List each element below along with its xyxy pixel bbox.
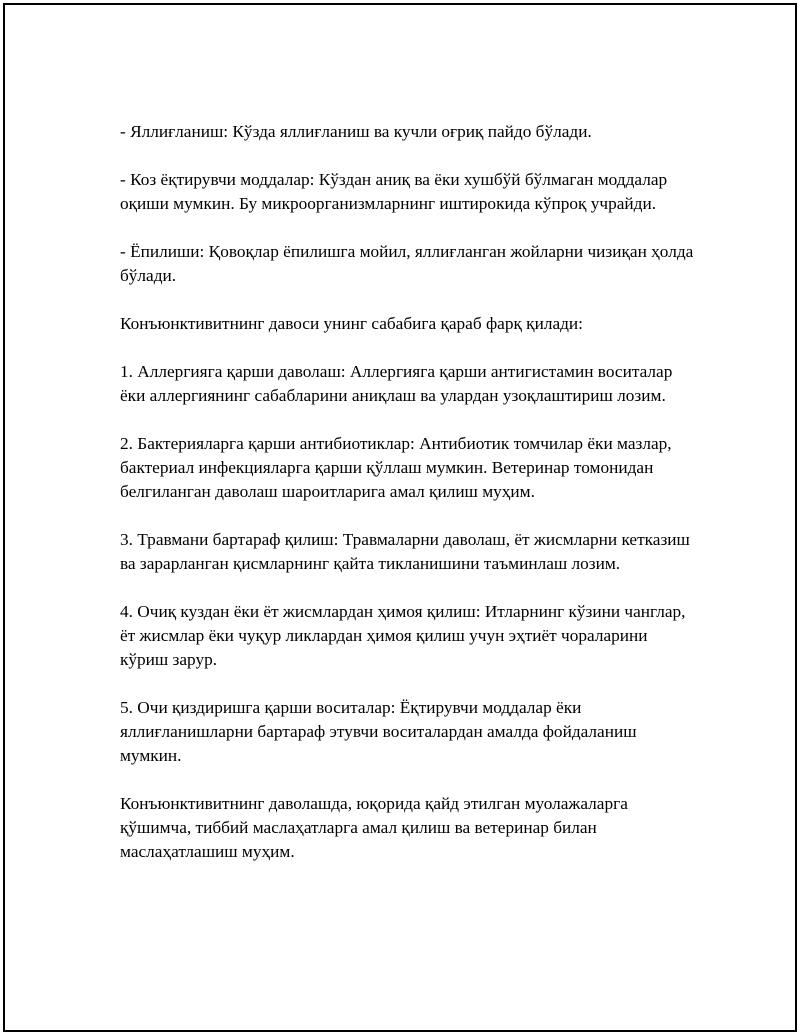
paragraph-treatment-intro: Конъюнктивитнинг давоси унинг сабабига қараб фарқ қилади: [120,314,583,333]
paragraph-treatment-4: 4. Очиқ куздан ёки ёт жисмлардан ҳимоя қилиш: Итларнинг кўзини чанглар, ёт жисмлар ёки чуқур ликлардан ҳимоя қилиш учун эҳтиёт чораларини кўриш зарур. [120,602,686,669]
document-page [3,3,797,1032]
paragraph-inflammation: - Яллиғланиш: Кўзда яллиғланиш ва кучли оғриқ пайдо бўлади. [120,122,592,141]
paragraph-treatment-2: 2. Бактерияларга қарши антибиотиклар: Антибиотик томчилар ёки мазлар, бактериал инфекцияларга қарши қўллаш мумкин. Ветеринар томонидан белгиланган даволаш шароитларига амал қилиш муҳим. [120,434,672,501]
paragraph-discharge: - Коз ёқтирувчи моддалар: Кўздан аниқ ва ёки хушбўй бўлмаган моддалар оқиши мумкин. Бу микроорганизмларнинг иштирокида кўпроқ учрайди. [120,170,668,213]
paragraph-closing: - Ёпилиши: Қовоқлар ёпилишга мойил, яллиғланган жойларни чизиқан ҳолда бўлади. [120,242,694,285]
document-body [120,120,700,864]
paragraph-treatment-1: 1. Аллергияга қарши даволаш: Аллергияга қарши антигистамин воситалар ёки аллергиянинг сабабларини аниқлаш ва улардан узоқлаштириш лозим. [120,362,673,405]
paragraph-treatment-5: 5. Очи қиздиришга қарши воситалар: Ёқтирувчи моддалар ёки яллиғланишларни бартараф этувчи воситалардан амалда фойдаланиш мумкин. [120,698,637,765]
paragraph-conclusion: Конъюнктивитнинг даволашда, юқорида қайд этилган муолажаларга қўшимча, тиббий маслаҳатларга амал қилиш ва ветеринар билан маслаҳатлашиш муҳим. [120,794,628,861]
paragraph-treatment-3: 3. Травмани бартараф қилиш: Травмаларни даволаш, ёт жисмларни кетказиш ва зарарланган қисмларнинг қайта тикланишини таъминлаш лозим. [120,530,690,573]
